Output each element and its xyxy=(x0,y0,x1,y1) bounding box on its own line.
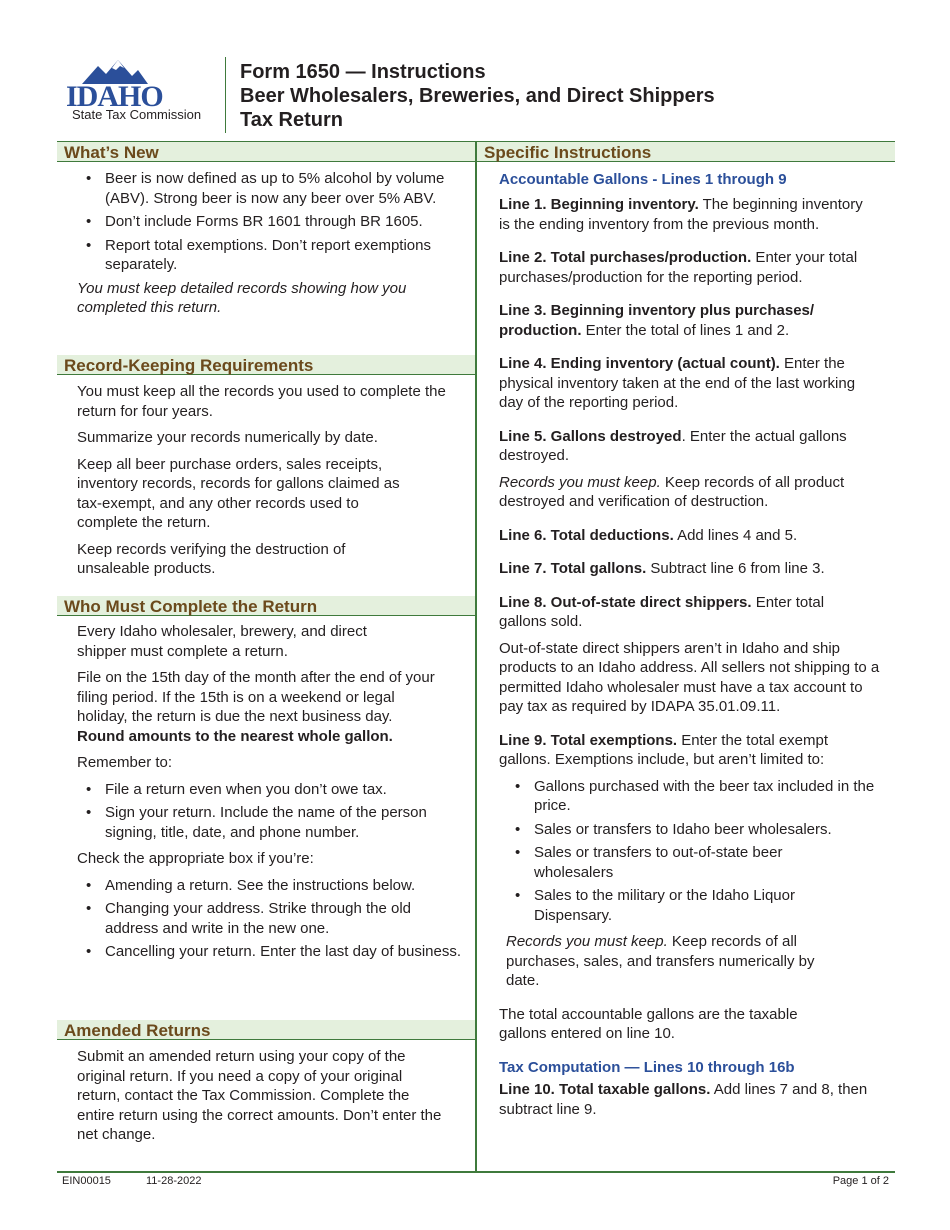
list-item: • File a return even when you don’t owe tax. xyxy=(77,780,462,800)
specific-body xyxy=(499,195,884,1119)
subheading-text: Tax Computation — Lines 10 through 16b xyxy=(499,1058,795,1076)
line-text: Enter the physical inventory taken at the end of the last working day of the reporting period. xyxy=(499,355,856,411)
who-must-body xyxy=(77,622,462,962)
records-label: Records you must keep. xyxy=(506,933,668,950)
records-label: Records you must keep. xyxy=(499,473,661,491)
line-label: Line 1. Beginning inventory. xyxy=(499,196,699,213)
line-text: Enter total gallons sold. xyxy=(499,593,825,630)
line-4-instruction xyxy=(499,354,859,413)
line-5-records-note xyxy=(499,473,884,512)
line-label: Line 2. Total purchases/production. xyxy=(499,249,752,266)
page-title xyxy=(240,60,715,132)
due-date-text: File on the 15th day of the month after the end of your filing period. If the 15th is on a weekend or legal holiday, the return is due the next business day. xyxy=(77,669,435,725)
form-code: EIN00015 xyxy=(62,1175,111,1187)
list-item: • Sales or transfers to Idaho beer wholesalers. xyxy=(506,820,884,840)
list-item: • Gallons purchased with the beer tax included in the price. xyxy=(506,777,884,816)
paragraph: Keep all beer purchase orders, sales receipts, inventory records, records for gallons claimed as tax-exempt, and any other records used to complete the return. xyxy=(77,455,400,531)
section-heading-specific: Specific Instructions xyxy=(477,142,895,162)
line-label: Line 9. Total exemptions. xyxy=(499,731,678,749)
line-2-instruction xyxy=(499,248,884,287)
records-text: Keep records of all purchases, sales, and transfers numerically by date. xyxy=(506,933,815,989)
line-9-records-note xyxy=(506,932,846,991)
subheading-tax-computation xyxy=(499,1058,884,1078)
line-6-instruction xyxy=(499,526,884,546)
line-8-paragraph: Out-of-state direct shippers aren’t in Idaho and ship products to an Idaho address. All sellers not shipping to a permitted Idaho wholesaler must have a tax account to pay tax as required by IDAPA 35.01.09.11. xyxy=(499,639,880,715)
line-label: Line 7. Total gallons. xyxy=(499,560,647,577)
line-text: Enter the total of lines 1 and 2. xyxy=(581,321,790,339)
line-7-instruction xyxy=(499,559,884,579)
column-divider xyxy=(475,141,477,1172)
line-text: Add lines 7 and 8, then subtract line 9. xyxy=(499,1081,868,1118)
record-keeping-body xyxy=(77,382,462,579)
line-5-instruction xyxy=(499,427,884,466)
logo-wordmark: IDAHO xyxy=(66,80,163,113)
line-text: Enter your total purchases/production for the reporting period. xyxy=(499,249,858,286)
paragraph: You must keep all the records you used to complete the return for four years. xyxy=(77,383,446,420)
section-heading-who-must: Who Must Complete the Return xyxy=(57,596,475,616)
paragraph xyxy=(77,668,437,746)
subheading-accountable-gallons: Accountable Gallons - Lines 1 through 9 xyxy=(499,171,787,188)
bottom-divider xyxy=(57,1171,895,1173)
paragraph: Check the appropriate box if you’re: xyxy=(77,850,314,867)
line-text: Subtract line 6 from line 3. xyxy=(646,560,825,577)
paragraph: Remember to: xyxy=(77,754,173,771)
list-item: • Report total exemptions. Don’t report exemptions separately. xyxy=(77,236,467,275)
page-number: Page 1 of 2 xyxy=(832,1175,889,1187)
revision-date: 11-28-2022 xyxy=(146,1175,202,1187)
line-8-instruction xyxy=(499,593,864,632)
header-divider xyxy=(225,57,226,133)
line-label: Line 10. Total taxable gallons. xyxy=(499,1081,711,1098)
title-line-1: Form 1650 — Instructions xyxy=(240,61,486,83)
logo-subtitle: State Tax Commission xyxy=(72,107,202,122)
line-label: Line 3. Beginning inventory plus purchases/ production. xyxy=(499,302,815,339)
list-item: • Sign your return. Include the name of the person signing, title, date, and phone number. xyxy=(77,803,462,842)
line-10-instruction xyxy=(499,1080,874,1119)
list-item: • Sales to the military or the Idaho Liquor Dispensary. xyxy=(506,886,854,925)
title-line-3: Tax Return xyxy=(240,109,343,131)
list-item: • Beer is now defined as up to 5% alcohol by volume (ABV). Strong beer is now any beer over 5% ABV. xyxy=(77,169,467,208)
section-heading-record-keeping: Record-Keeping Requirements xyxy=(57,355,475,375)
list-item: • Changing your address. Strike through the old address and write in the new one. xyxy=(77,899,462,938)
section-heading-amended: Amended Returns xyxy=(57,1020,475,1040)
line-label: Line 4. Ending inventory (actual count). xyxy=(499,355,780,372)
line-3-instruction xyxy=(499,301,849,340)
line-label: Line 6. Total deductions. xyxy=(499,526,674,544)
records-text: Keep records of all product destroyed and verification of destruction. xyxy=(499,473,845,510)
line-label: Line 5. Gallons destroyed xyxy=(499,427,682,445)
title-line-2: Beer Wholesalers, Breweries, and Direct Shippers xyxy=(240,85,715,107)
line-text: Enter the total exempt gallons. Exemptions include, but aren’t limited to: xyxy=(499,731,829,768)
rounding-note: Round amounts to the nearest whole gallon. xyxy=(77,727,393,745)
list-item: • Sales or transfers to out-of-state beer wholesalers xyxy=(506,843,834,882)
whats-new-body xyxy=(77,169,467,318)
line-text: Add lines 4 and 5. xyxy=(673,526,798,544)
line-text: The beginning inventory is the ending inventory from the previous month. xyxy=(499,196,863,233)
line-9-instruction xyxy=(499,731,869,770)
total-gallons-paragraph: The total accountable gallons are the taxable gallons entered on line 10. xyxy=(499,1005,798,1042)
line-label: Line 8. Out-of-state direct shippers. xyxy=(499,593,752,611)
paragraph: Keep records verifying the destruction of unsaleable products. xyxy=(77,540,346,577)
list-item: • Don’t include Forms BR 1601 through BR 1605. xyxy=(77,212,467,232)
section-heading-whats-new: What’s New xyxy=(57,142,475,162)
whats-new-note: You must keep detailed records showing how you completed this return. xyxy=(77,279,407,316)
paragraph: Summarize your records numerically by date. xyxy=(77,429,378,446)
amended-body: Submit an amended return using your copy of the original return. If you need a copy of your original return, contact the Tax Commission. Complete the entire return using the correct amounts. Don’t enter the net change. xyxy=(77,1048,442,1143)
paragraph: Every Idaho wholesaler, brewery, and direct shipper must complete a return. xyxy=(77,623,367,660)
line-text: . Enter the actual gallons destroyed. xyxy=(499,427,847,464)
list-item: • Amending a return. See the instructions below. xyxy=(77,876,462,896)
list-item: • Cancelling your return. Enter the last day of business. xyxy=(77,942,462,962)
line-1-instruction xyxy=(499,195,874,234)
